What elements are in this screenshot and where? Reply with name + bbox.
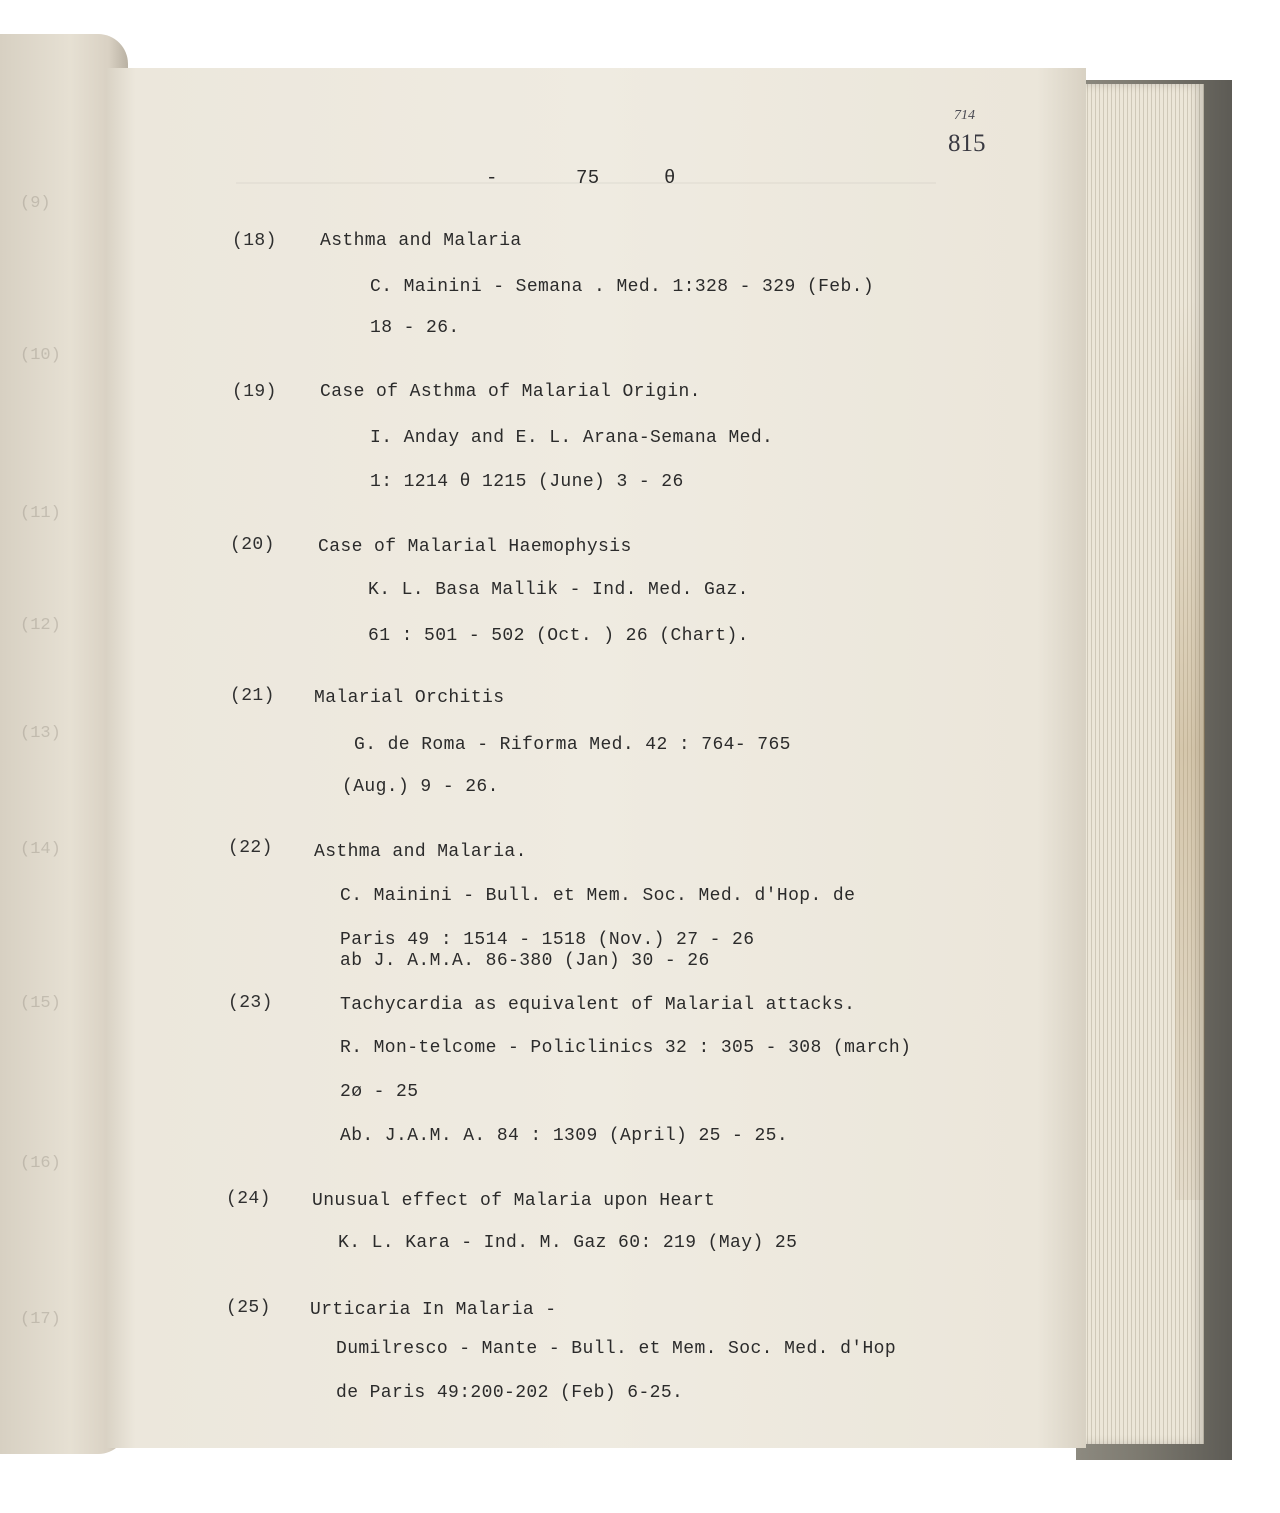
header-dash: -	[486, 167, 498, 189]
citation-line: G. de Roma - Riforma Med. 42 : 764- 765	[354, 735, 791, 755]
entry-title: Asthma and Malaria	[320, 231, 522, 251]
stamped-page-number: 815	[948, 130, 986, 157]
entry-number: (22)	[228, 838, 273, 858]
bleed-through-mark: (12)	[20, 616, 61, 635]
citation-line: I. Anday and E. L. Arana-Semana Med.	[370, 428, 774, 448]
bleed-through-mark: (13)	[20, 724, 61, 743]
bleed-through-mark: (9)	[20, 194, 51, 213]
citation-line: Dumilresco - Mante - Bull. et Mem. Soc. Med. d'Hop	[336, 1339, 897, 1359]
entry-number: (24)	[226, 1189, 271, 1209]
entry-number: (23)	[228, 993, 273, 1013]
citation-line: 61 : 501 - 502 (Oct. ) 26 (Chart).	[368, 626, 749, 646]
citation-line: K. L. Kara - Ind. M. Gaz 60: 219 (May) 25	[338, 1233, 798, 1253]
citation-line: C. Mainini - Semana . Med. 1:328 - 329 (Feb.)	[370, 277, 875, 297]
bleed-through-mark: (10)	[20, 346, 61, 365]
bleed-through-mark: (15)	[20, 994, 61, 1013]
entry-title: Asthma and Malaria.	[314, 842, 527, 862]
entry-number: (20)	[230, 535, 275, 555]
entry-number: (18)	[232, 231, 277, 251]
citation-line: R. Mon-telcome - Policlinics 32 : 305 - 308 (march)	[340, 1038, 912, 1058]
citation-line: de Paris 49:200-202 (Feb) 6-25.	[336, 1383, 684, 1403]
citation-line: 18 - 26.	[370, 318, 460, 338]
citation-line: K. L. Basa Mallik - Ind. Med. Gaz.	[368, 580, 749, 600]
theta-mark: θ	[664, 167, 676, 189]
citation-line: C. Mainini - Bull. et Mem. Soc. Med. d'Hop. de	[340, 886, 856, 906]
citation-line: Ab. J.A.M. A. 84 : 1309 (April) 25 - 25.	[340, 1126, 789, 1146]
bleed-through-mark: (14)	[20, 840, 61, 859]
citation-line: Paris 49 : 1514 - 1518 (Nov.) 27 - 26	[340, 930, 755, 950]
bleed-through-mark: (11)	[20, 504, 61, 523]
citation-line: (Aug.) 9 - 26.	[342, 777, 499, 797]
entry-title: Case of Malarial Haemophysis	[318, 537, 632, 557]
page-number: 75	[576, 167, 600, 189]
page-edge-stain	[1175, 300, 1205, 1200]
entry-title: Tachycardia as equivalent of Malarial attacks.	[340, 995, 856, 1015]
entry-number: (25)	[226, 1298, 271, 1318]
entry-title: Malarial Orchitis	[314, 688, 505, 708]
citation-line: 1: 1214 θ 1215 (June) 3 - 26	[370, 472, 684, 492]
entry-title: Case of Asthma of Malarial Origin.	[320, 382, 701, 402]
citation-line: ab J. A.M.A. 86-380 (Jan) 30 - 26	[340, 951, 710, 971]
citation-line: 2ø - 25	[340, 1082, 419, 1102]
entry-number: (19)	[232, 382, 277, 402]
bleed-through-mark: (16)	[20, 1154, 61, 1173]
pencil-page-note: 714	[954, 108, 975, 123]
entry-number: (21)	[230, 686, 275, 706]
bleed-through-mark: (17)	[20, 1310, 61, 1329]
entry-title: Unusual effect of Malaria upon Heart	[312, 1191, 716, 1211]
entry-title: Urticaria In Malaria -	[310, 1300, 557, 1320]
